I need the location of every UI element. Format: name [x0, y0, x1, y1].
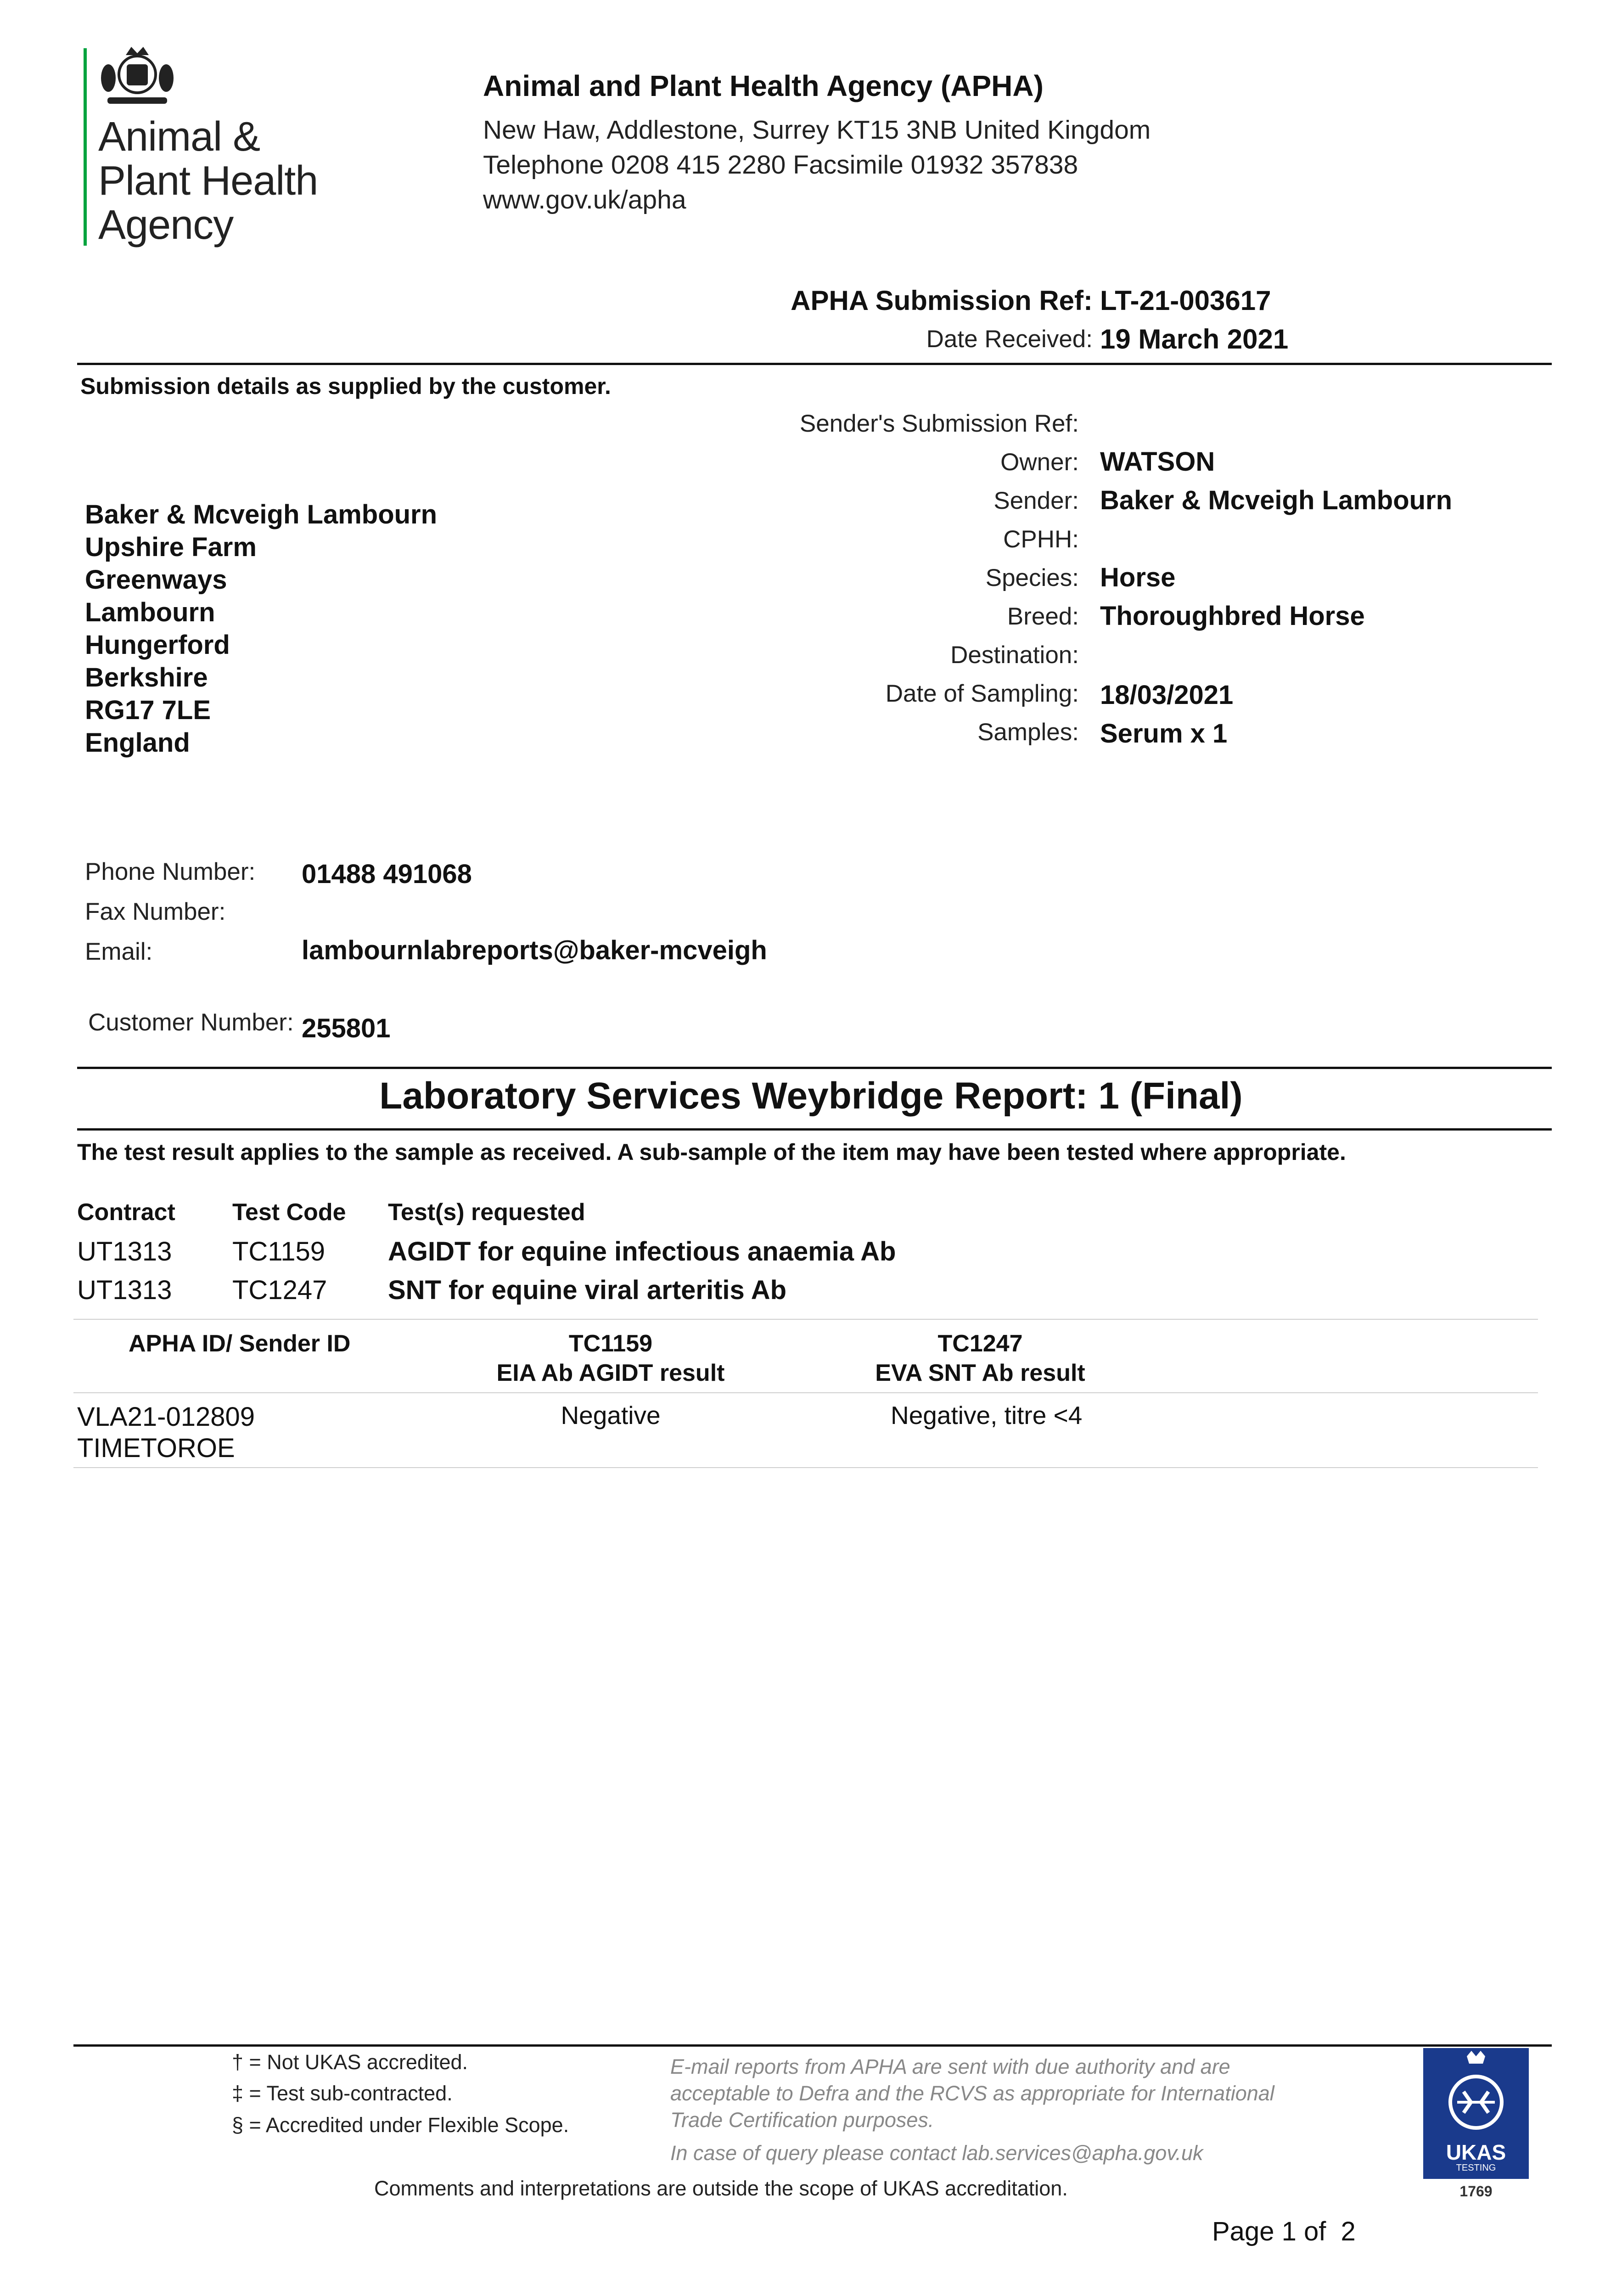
results-eia-name: EIA Ab AGIDT result	[496, 1360, 725, 1386]
senders-ref-label: Sender's Submission Ref:	[799, 410, 1079, 437]
header-rule	[77, 363, 1552, 365]
footer-note	[670, 2054, 1274, 2133]
result-apha-id: VLA21-012809	[77, 1402, 255, 1432]
legend-not-accredited: † = Not UKAS accredited.	[232, 2050, 468, 2074]
breed-label: Breed:	[1007, 603, 1079, 630]
species-label: Species:	[985, 564, 1079, 591]
phone-label: Phone Number:	[85, 858, 256, 885]
results-top-rule	[73, 1319, 1538, 1320]
result-eva: Negative, titre <4	[891, 1401, 1083, 1429]
test-name: SNT for equine viral arteritis Ab	[388, 1275, 787, 1305]
legend-flexible-scope: § = Accredited under Flexible Scope.	[232, 2113, 569, 2137]
email-value[interactable]: lambournlabreports@baker-mcveigh	[302, 935, 767, 965]
page-number: Page 1 of 2	[1212, 2217, 1356, 2246]
customer-address	[85, 498, 437, 759]
fax-label: Fax Number:	[85, 898, 226, 925]
agency-contact: Telephone 0208 415 2280 Facsimile 01932 357838	[483, 150, 1078, 180]
address-line: Berkshire	[85, 663, 208, 692]
ukas-label: UKAS	[1446, 2140, 1506, 2164]
address-line: Upshire Farm	[85, 532, 257, 562]
samples-label: Samples:	[977, 719, 1079, 746]
phone-value: 01488 491068	[302, 859, 472, 889]
footer-rule	[73, 2044, 1552, 2047]
ukas-sub: TESTING	[1456, 2163, 1496, 2173]
agency-name: Animal and Plant Health Agency (APHA)	[483, 69, 1044, 102]
logo-line: Animal &	[98, 114, 260, 160]
sender-label: Sender:	[993, 487, 1079, 514]
result-sender-id: TIMETOROE	[77, 1433, 235, 1463]
contract-header: Contract	[77, 1199, 175, 1226]
samples-value: Serum x 1	[1100, 719, 1228, 748]
ukas-number: 1769	[1459, 2183, 1493, 2200]
breed-value: Thoroughbred Horse	[1100, 601, 1365, 631]
results-bottom-rule	[73, 1467, 1538, 1468]
test-name: AGIDT for equine infectious anaemia Ab	[388, 1237, 896, 1266]
address-line: Hungerford	[85, 630, 230, 660]
logo-accent-bar	[84, 48, 87, 246]
report-title: Laboratory Services Weybridge Report: 1 (Final)	[379, 1075, 1243, 1117]
submission-ref: LT-21-003617	[1100, 285, 1271, 316]
footer-note-line: E-mail reports from APHA are sent with due authority and are	[670, 2055, 1230, 2078]
results-eia-code: TC1159	[568, 1330, 653, 1357]
footer-note-line: acceptable to Defra and the RCVS as appropriate for International	[670, 2082, 1274, 2105]
test-contract: UT1313	[77, 1237, 172, 1266]
submission-ref-label: APHA Submission Ref:	[791, 285, 1093, 316]
address-line: England	[85, 728, 190, 758]
date-received-label: Date Received:	[926, 326, 1093, 353]
logo-line: Agency	[98, 202, 234, 248]
address-line: Greenways	[85, 565, 227, 595]
logo-line: Plant Health	[98, 158, 318, 204]
address-line: Lambourn	[85, 597, 215, 627]
royal-crest-icon	[98, 46, 176, 110]
legend-sub-contracted: ‡ = Test sub-contracted.	[232, 2082, 453, 2105]
agency-logo-text	[98, 115, 318, 247]
cphh-label: CPHH:	[1003, 526, 1079, 553]
ukas-badge	[1423, 2048, 1529, 2179]
agency-website[interactable]: www.gov.uk/apha	[483, 185, 686, 214]
owner-value: WATSON	[1100, 447, 1215, 477]
date-sampling-value: 18/03/2021	[1100, 680, 1234, 710]
destination-label: Destination:	[950, 642, 1079, 669]
report-top-rule	[77, 1067, 1552, 1069]
result-eia: Negative	[561, 1401, 661, 1429]
email-label: Email:	[85, 938, 153, 965]
results-eva-name: EVA SNT Ab result	[875, 1360, 1085, 1386]
details-heading: Submission details as supplied by the customer.	[80, 373, 611, 399]
test-code: TC1159	[232, 1237, 326, 1266]
test-code-header: Test Code	[232, 1199, 346, 1226]
species-value: Horse	[1100, 563, 1176, 592]
results-id-header: APHA ID/ Sender ID	[129, 1330, 351, 1357]
customer-number-label: Customer Number:	[88, 1009, 294, 1036]
agency-address: New Haw, Addlestone, Surrey KT15 3NB United Kingdom	[483, 115, 1151, 145]
customer-number-value: 255801	[302, 1013, 391, 1043]
address-line: RG17 7LE	[85, 695, 211, 725]
footer-note-line: Trade Certification purposes.	[670, 2108, 934, 2132]
footer-query: In case of query please contact lab.services@apha.gov.uk	[670, 2141, 1203, 2165]
results-eva-code: TC1247	[937, 1330, 1023, 1357]
owner-label: Owner:	[1000, 449, 1079, 476]
date-sampling-label: Date of Sampling:	[885, 680, 1079, 707]
date-received: 19 March 2021	[1100, 324, 1289, 355]
address-line: Baker & Mcveigh Lambourn	[85, 500, 438, 529]
sender-value: Baker & Mcveigh Lambourn	[1100, 485, 1453, 515]
report-disclaimer: The test result applies to the sample as received. A sub-sample of the item may have been tested where appropriate.	[77, 1139, 1346, 1165]
report-bottom-rule	[77, 1128, 1552, 1131]
test-contract: UT1313	[77, 1275, 172, 1305]
tests-requested-header: Test(s) requested	[388, 1199, 585, 1226]
test-code: TC1247	[232, 1275, 327, 1305]
ukas-scope-note: Comments and interpretations are outside the scope of UKAS accreditation.	[374, 2177, 1068, 2200]
results-header-rule	[73, 1392, 1538, 1393]
